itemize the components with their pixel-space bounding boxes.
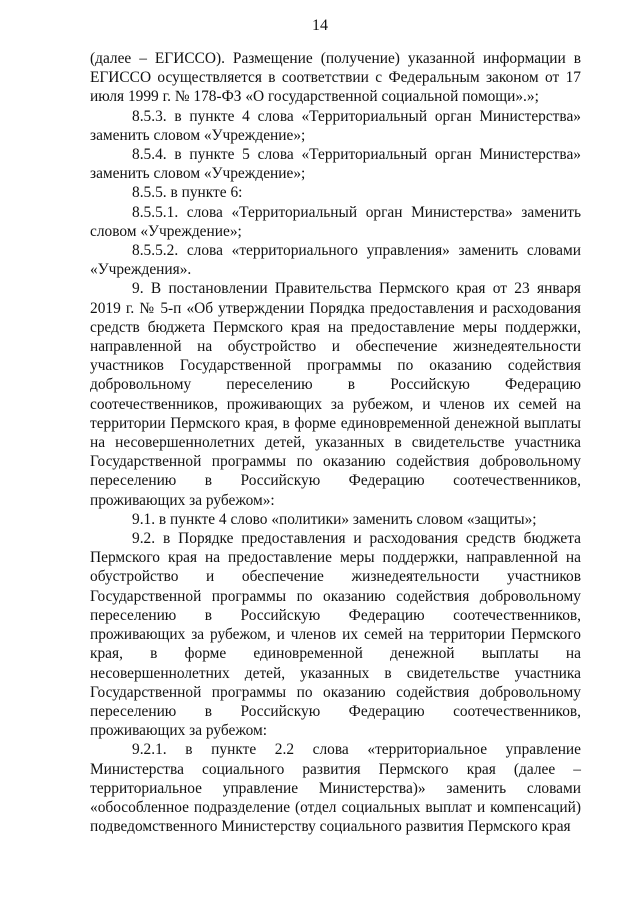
paragraph-8-5-5-1: 8.5.5.1. слова «Территориальный орган Министерства» заменить словом «Учреждение»; (90, 203, 581, 240)
paragraph-9-2: 9.2. в Порядке предоставления и расходования средств бюджета Пермского края на предоставление меры поддержки, направленной на обустройство и обеспечение жизнедеятельности участников Государственной программы по оказанию содействия добровольному переселению в Российскую Федерацию соотечественников, проживающих за рубежом, и членов их семей на территории Пермского края, в форме единовременной денежной выплаты на несовершеннолетних детей, указанных в свидетельстве участника Государственной программы по оказанию содействия добровольному переселению в Российскую Федерацию соотечественников, проживающих за рубежом: (90, 530, 581, 740)
page-number: 14 (312, 17, 328, 34)
paragraph-egisso-continuation: (далее – ЕГИССО). Размещение (получение) указанной информации в ЕГИССО осуществляется в соответствии с Федеральным законом от 17 июля 1999 г. № 178-ФЗ «О государственной социальной помощи».»; (90, 50, 581, 106)
paragraph-9: 9. В постановлении Правительства Пермского края от 23 января 2019 г. № 5-п «Об утверждении Порядка предоставления и расходования средств бюджета Пермского края на предоставление меры поддержки, направленной на обустройство и обеспечение жизнедеятельности участников Государственной программы по оказанию содействия добровольному переселению в Российскую Федерацию соотечественников, проживающих за рубежом, и членов их семей на территории Пермского края, в форме единовременной денежной выплаты на несовершеннолетних детей, указанных в свидетельстве участника Государственной программы по оказанию содействия добровольному переселению в Российскую Федерацию соотечественников, проживающих за рубежом»: (90, 280, 581, 509)
paragraph-8-5-3: 8.5.3. в пункте 4 слова «Территориальный орган Министерства» заменить словом «Учреждение»; (90, 107, 581, 144)
paragraph-9-1: 9.1. в пункте 4 слово «политики» заменить словом «защиты»; (132, 510, 537, 528)
document-body (90, 49, 581, 836)
paragraph-8-5-4: 8.5.4. в пункте 5 слова «Территориальный орган Министерства» заменить словом «Учреждение»; (90, 146, 581, 183)
paragraph-8-5-5: 8.5.5. в пункте 6: (132, 184, 243, 202)
paragraph-8-5-5-2: 8.5.5.2. слова «территориального управления» заменить словами «Учреждения». (90, 242, 581, 279)
paragraph-9-2-1: 9.2.1. в пункте 2.2 слова «территориальное управление Министерства социального развития Пермского края (далее – территориальное управление Министерства)» заменить словами «обособленное подразделение (отдел социальных выплат и компенсаций) подведомственного Министерству социального развития Пермского края (90, 741, 581, 836)
